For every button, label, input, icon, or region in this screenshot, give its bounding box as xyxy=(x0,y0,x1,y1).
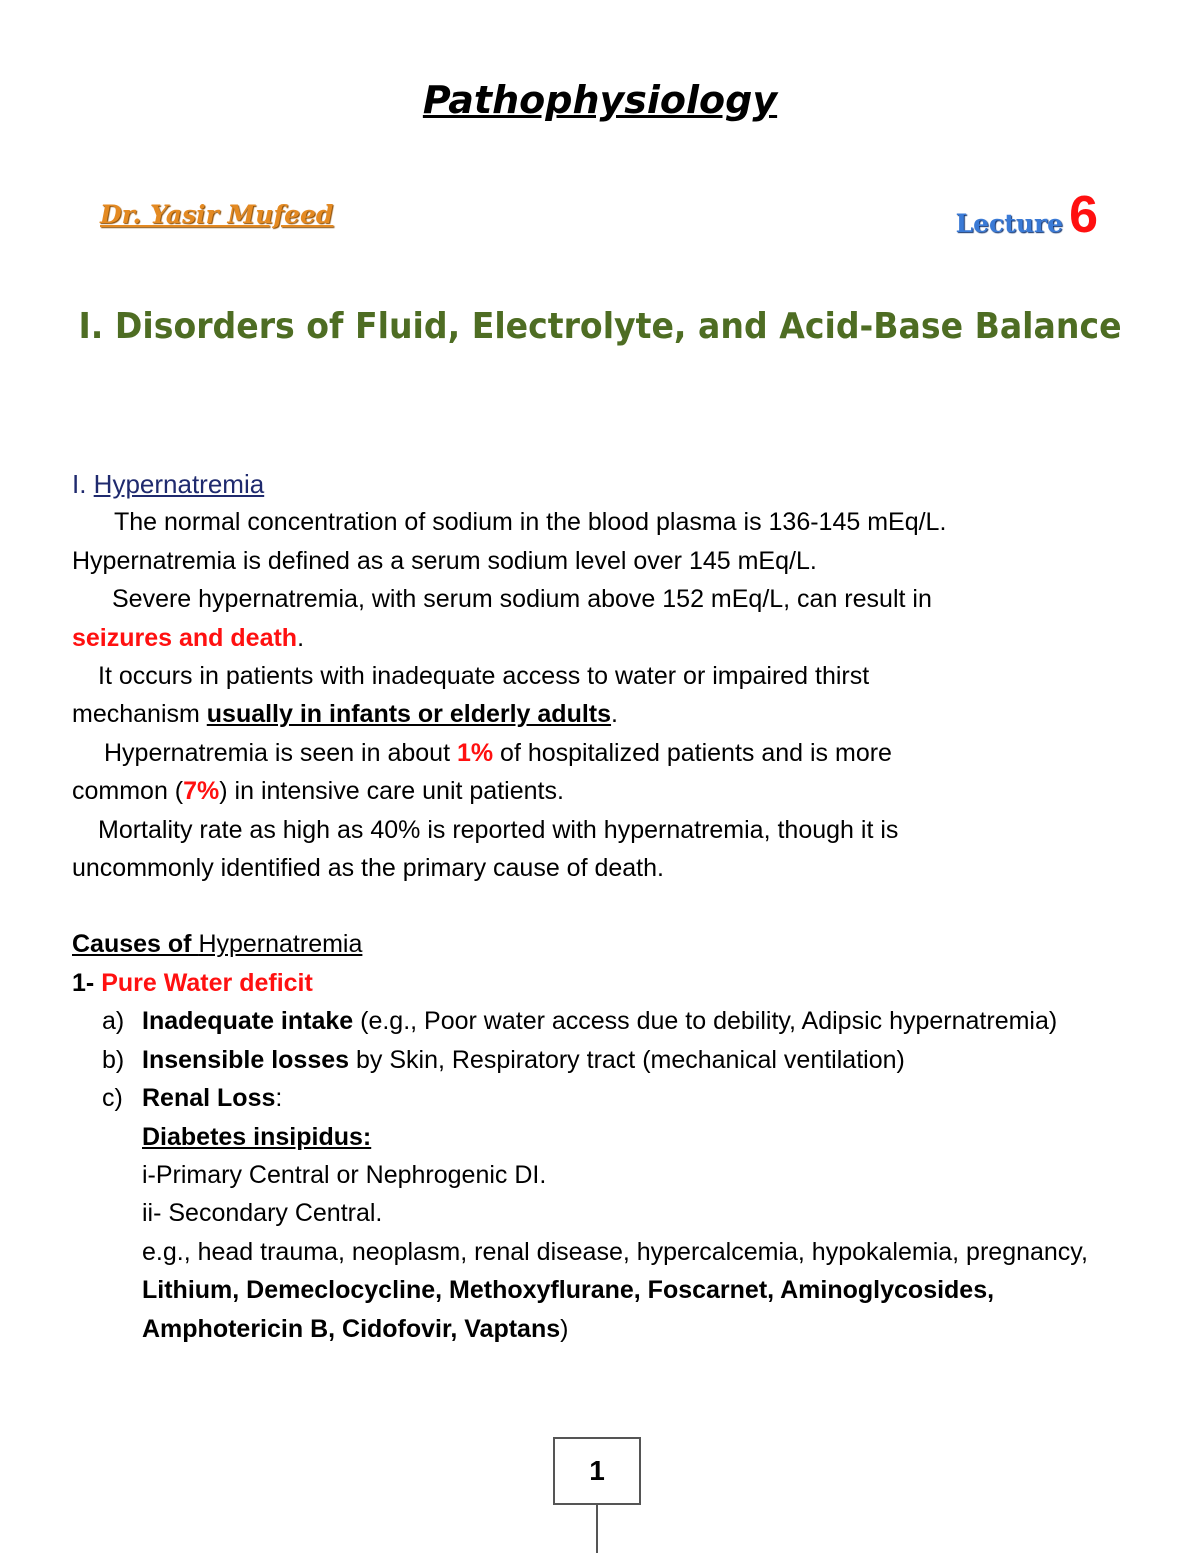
list-item xyxy=(102,1002,1152,1040)
page-number-line xyxy=(596,1505,598,1553)
section-heading-hypernatremia xyxy=(72,465,1152,503)
percent-7: 7% xyxy=(183,777,220,806)
paragraph-mortality-cont: uncommonly identified as the primary cause of death. xyxy=(72,854,664,883)
di-secondary: ii- Secondary Central. xyxy=(142,1199,383,1228)
cause-item-label: Pure Water deficit xyxy=(101,968,313,997)
paragraph-occurs: It occurs in patients with inadequate access to water or impaired thirst xyxy=(98,662,870,691)
incidence-text-a: Hypernatremia is seen in about xyxy=(104,738,457,767)
paragraph-occurs-cont xyxy=(72,695,1152,733)
causes-heading xyxy=(72,925,1152,963)
section-number: I. xyxy=(72,469,94,499)
di-primary: i-Primary Central or Nephrogenic DI. xyxy=(142,1160,547,1189)
paragraph-incidence xyxy=(72,734,1152,772)
seizures-death-text: seizures and death xyxy=(72,623,298,652)
percent-1: 1% xyxy=(456,738,494,767)
document-title: Pathophysiology xyxy=(422,78,778,122)
di-examples xyxy=(142,1233,1152,1348)
causes-heading-a: Causes of xyxy=(72,930,199,959)
list-item-text xyxy=(142,1002,1057,1040)
diabetes-insipidus-heading: Diabetes insipidus: xyxy=(142,1122,372,1151)
paragraph-severe xyxy=(72,580,1152,618)
examples-text: e.g., head trauma, neoplasm, renal disease, hypercalcemia, hypokalemia, pregnancy, xyxy=(142,1237,1088,1266)
incidence-text-b: of hospitalized patients and is more xyxy=(493,738,892,767)
closing-paren: ) xyxy=(560,1314,569,1343)
incidence-text-c: common ( xyxy=(72,777,184,806)
renal-loss-label: Renal Loss xyxy=(142,1084,276,1113)
causes-heading-b: Hypernatremia xyxy=(198,930,363,959)
incidence-text-d: ) in intensive care unit patients. xyxy=(219,777,564,806)
paragraph-severe-cont xyxy=(72,619,1152,657)
mechanism-text: mechanism xyxy=(72,700,207,729)
list-marker: b) xyxy=(102,1045,125,1074)
cause-sublist xyxy=(102,1002,1152,1348)
lecture-word: Lecture xyxy=(955,209,1064,238)
section-title: Hypernatremia xyxy=(93,469,265,499)
list-item xyxy=(102,1041,1152,1079)
page-number-box: 1 xyxy=(553,1437,641,1505)
period: . xyxy=(611,700,618,729)
list-item-text xyxy=(142,1041,905,1079)
inadequate-intake-label: Inadequate intake xyxy=(142,1007,354,1036)
paragraph-incidence-cont xyxy=(72,772,1152,810)
lecture-label xyxy=(956,185,1098,245)
main-heading: I. Disorders of Fluid, Electrolyte, and Acid-Base Balance xyxy=(78,306,1122,347)
paragraph-mortality: Mortality rate as high as 40% is reported with hypernatremia, though it is xyxy=(98,815,899,844)
period: . xyxy=(297,623,305,652)
drug-list: Lithium, Demeclocycline, Methoxyflurane, Foscarnet, Aminoglycosides, Amphotericin B, Cidofovir, Vaptans xyxy=(142,1276,995,1343)
list-item xyxy=(102,1079,1152,1117)
severe-text: Severe hypernatremia, with serum sodium above 152 mEq/L, can result in xyxy=(112,585,932,614)
lecture-number: 6 xyxy=(1069,186,1098,244)
infants-elderly-text: usually in infants or elderly adults xyxy=(206,700,612,729)
inadequate-intake-text: (e.g., Poor water access due to debility, Adipsic hypernatremia) xyxy=(353,1007,1058,1036)
cause-item-1 xyxy=(72,964,1152,1002)
list-marker: a) xyxy=(102,1007,125,1036)
author-name: Dr. Yasir Mufeed xyxy=(100,200,334,229)
cause-item-number: 1- xyxy=(72,968,102,997)
insensible-losses-label: Insensible losses xyxy=(142,1045,350,1074)
document-body xyxy=(72,465,1152,1348)
paragraph-normal-sodium: The normal concentration of sodium in the blood plasma is 136-145 mEq/L. xyxy=(114,508,947,537)
list-item-text xyxy=(142,1079,282,1117)
paragraph-definition: Hypernatremia is defined as a serum sodium level over 145 mEq/L. xyxy=(72,546,817,575)
list-marker: c) xyxy=(102,1084,123,1113)
renal-loss-colon: : xyxy=(275,1084,283,1113)
insensible-losses-text: by Skin, Respiratory tract (mechanical ventilation) xyxy=(349,1045,905,1074)
